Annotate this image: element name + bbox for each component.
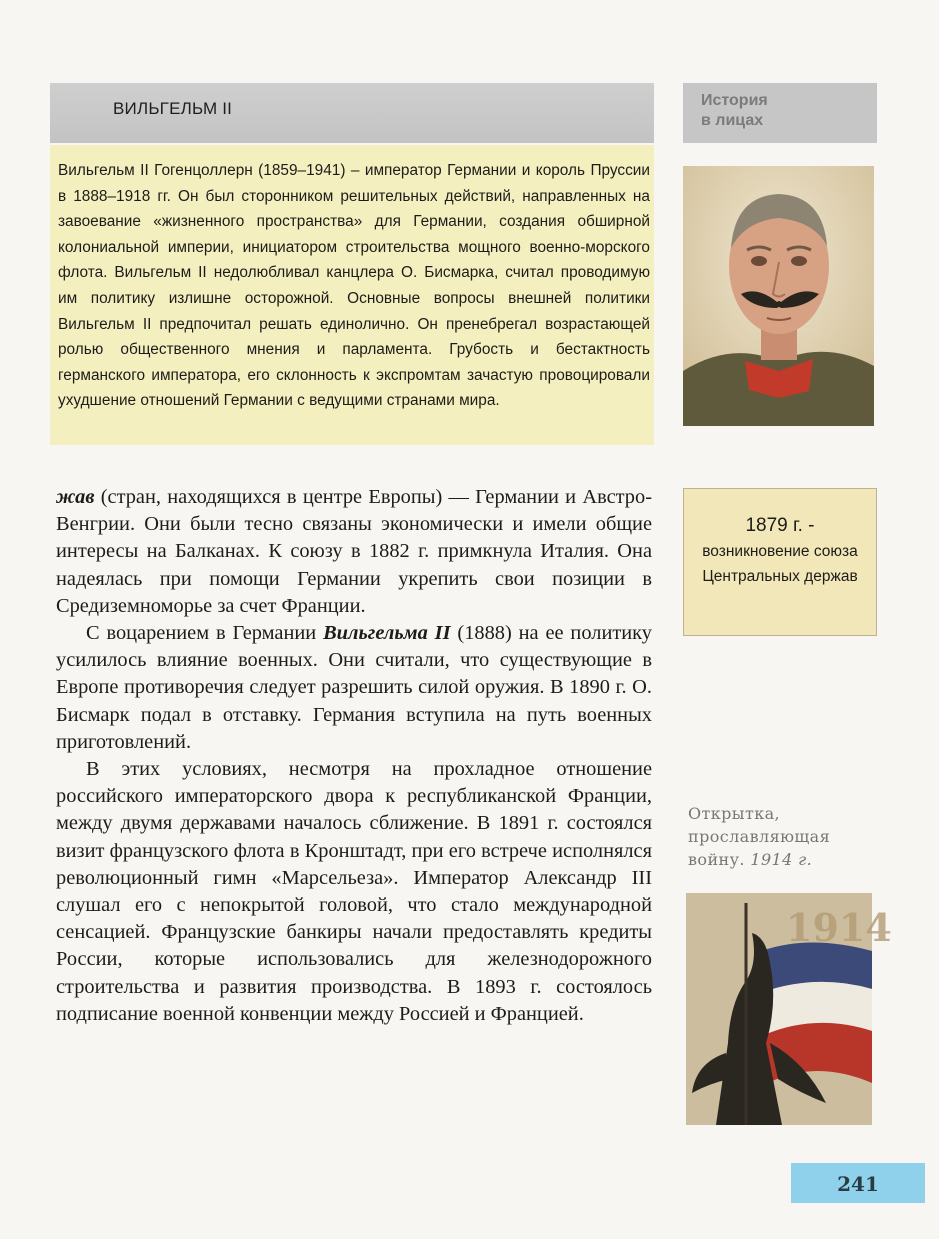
paragraph-2-before: С воцарением в Германии bbox=[86, 622, 324, 645]
rubric-label-line1: История bbox=[701, 92, 768, 109]
portrait-image bbox=[683, 166, 874, 426]
postcard-image bbox=[686, 893, 892, 1125]
postcard-caption-year: 1914 г. bbox=[750, 850, 813, 869]
paragraph-1-text: (стран, находящихся в центре Европы) — Германии и Австро-Венгрии. Они были тесно связаны экономически и имели общие интересы на Балканах. К союзу в 1882 г. примкнула Италия. Она надеялась при помощи Германии укрепить свои позиции в Средиземноморье за счет Франции. bbox=[56, 486, 652, 617]
biography-text: Вильгельм II Гогенцоллерн (1859–1941) – император Германии и король Пруссии в 1888–1918 гг. Он был сторонником решительных действий, направленных на завоевание «жизненного пространства» для Германии, создания обширной колониальной империи, инициатором строительства мощного военно-морского флота. Вильгельм II недолюбливал канцлера О. Бисмарка, считал проводимую им политику излишне осторожной. Основные вопросы внешней политики Вильгельм II предпочитал решать единолично. Он пренебрегал возрастающей ролью общественного мнения и парламента. Грубость и бестактность германского императора, его склонность к экспромтам зачастую провоцировали ухудшение отношений Германии с ведущими странами мира. bbox=[58, 162, 650, 410]
rubric-label bbox=[683, 83, 877, 143]
page-number: 241 bbox=[791, 1163, 925, 1203]
term-derzhav: жав bbox=[56, 486, 95, 508]
date-box bbox=[683, 488, 877, 636]
portrait-illustration bbox=[683, 166, 874, 426]
paragraph-2 bbox=[56, 620, 652, 756]
section-title: ВИЛЬГЕЛЬМ II bbox=[113, 99, 233, 118]
postcard-caption-text: Открытка, прославляющая войну. bbox=[688, 804, 831, 869]
date-year: 1879 г. - bbox=[745, 515, 815, 536]
postcard-illustration bbox=[686, 893, 892, 1125]
date-description: возникновение союза Центральных держав bbox=[702, 543, 858, 585]
paragraph-2-after: (1888) на ее политику усилилось влияние военных. Они считали, что существующие в Европе противоречия следует разрешить силой оружия. В 1890 г. О. Бисмарк подал в отставку. Германия вступила на путь военных приготовлений. bbox=[56, 622, 652, 753]
main-text bbox=[56, 484, 652, 1028]
term-wilhelm: Вильгельма II bbox=[323, 622, 451, 645]
paragraph-3: В этих условиях, несмотря на прохладное отношение российского императорского двора к республиканской Франции, между двумя державами началось сближение. В 1891 г. состоялся визит французского флота в Кронштадт, при его встрече исполнялся революционный гимн «Марсельеза». Император Александр III слушал его с непокрытой головой, что стало международной сенсацией. Французские банкиры начали предоставлять кредиты России, которые использовались для железнодорожного строительства и развития производства. В 1893 г. состоялось подписание военной конвенции между Россией и Францией. bbox=[56, 758, 652, 1025]
postcard-year-text: 1914 bbox=[786, 905, 892, 950]
paragraph-1 bbox=[56, 484, 652, 620]
postcard-caption bbox=[688, 802, 878, 871]
rubric-label-line2: в лицах bbox=[701, 112, 764, 129]
